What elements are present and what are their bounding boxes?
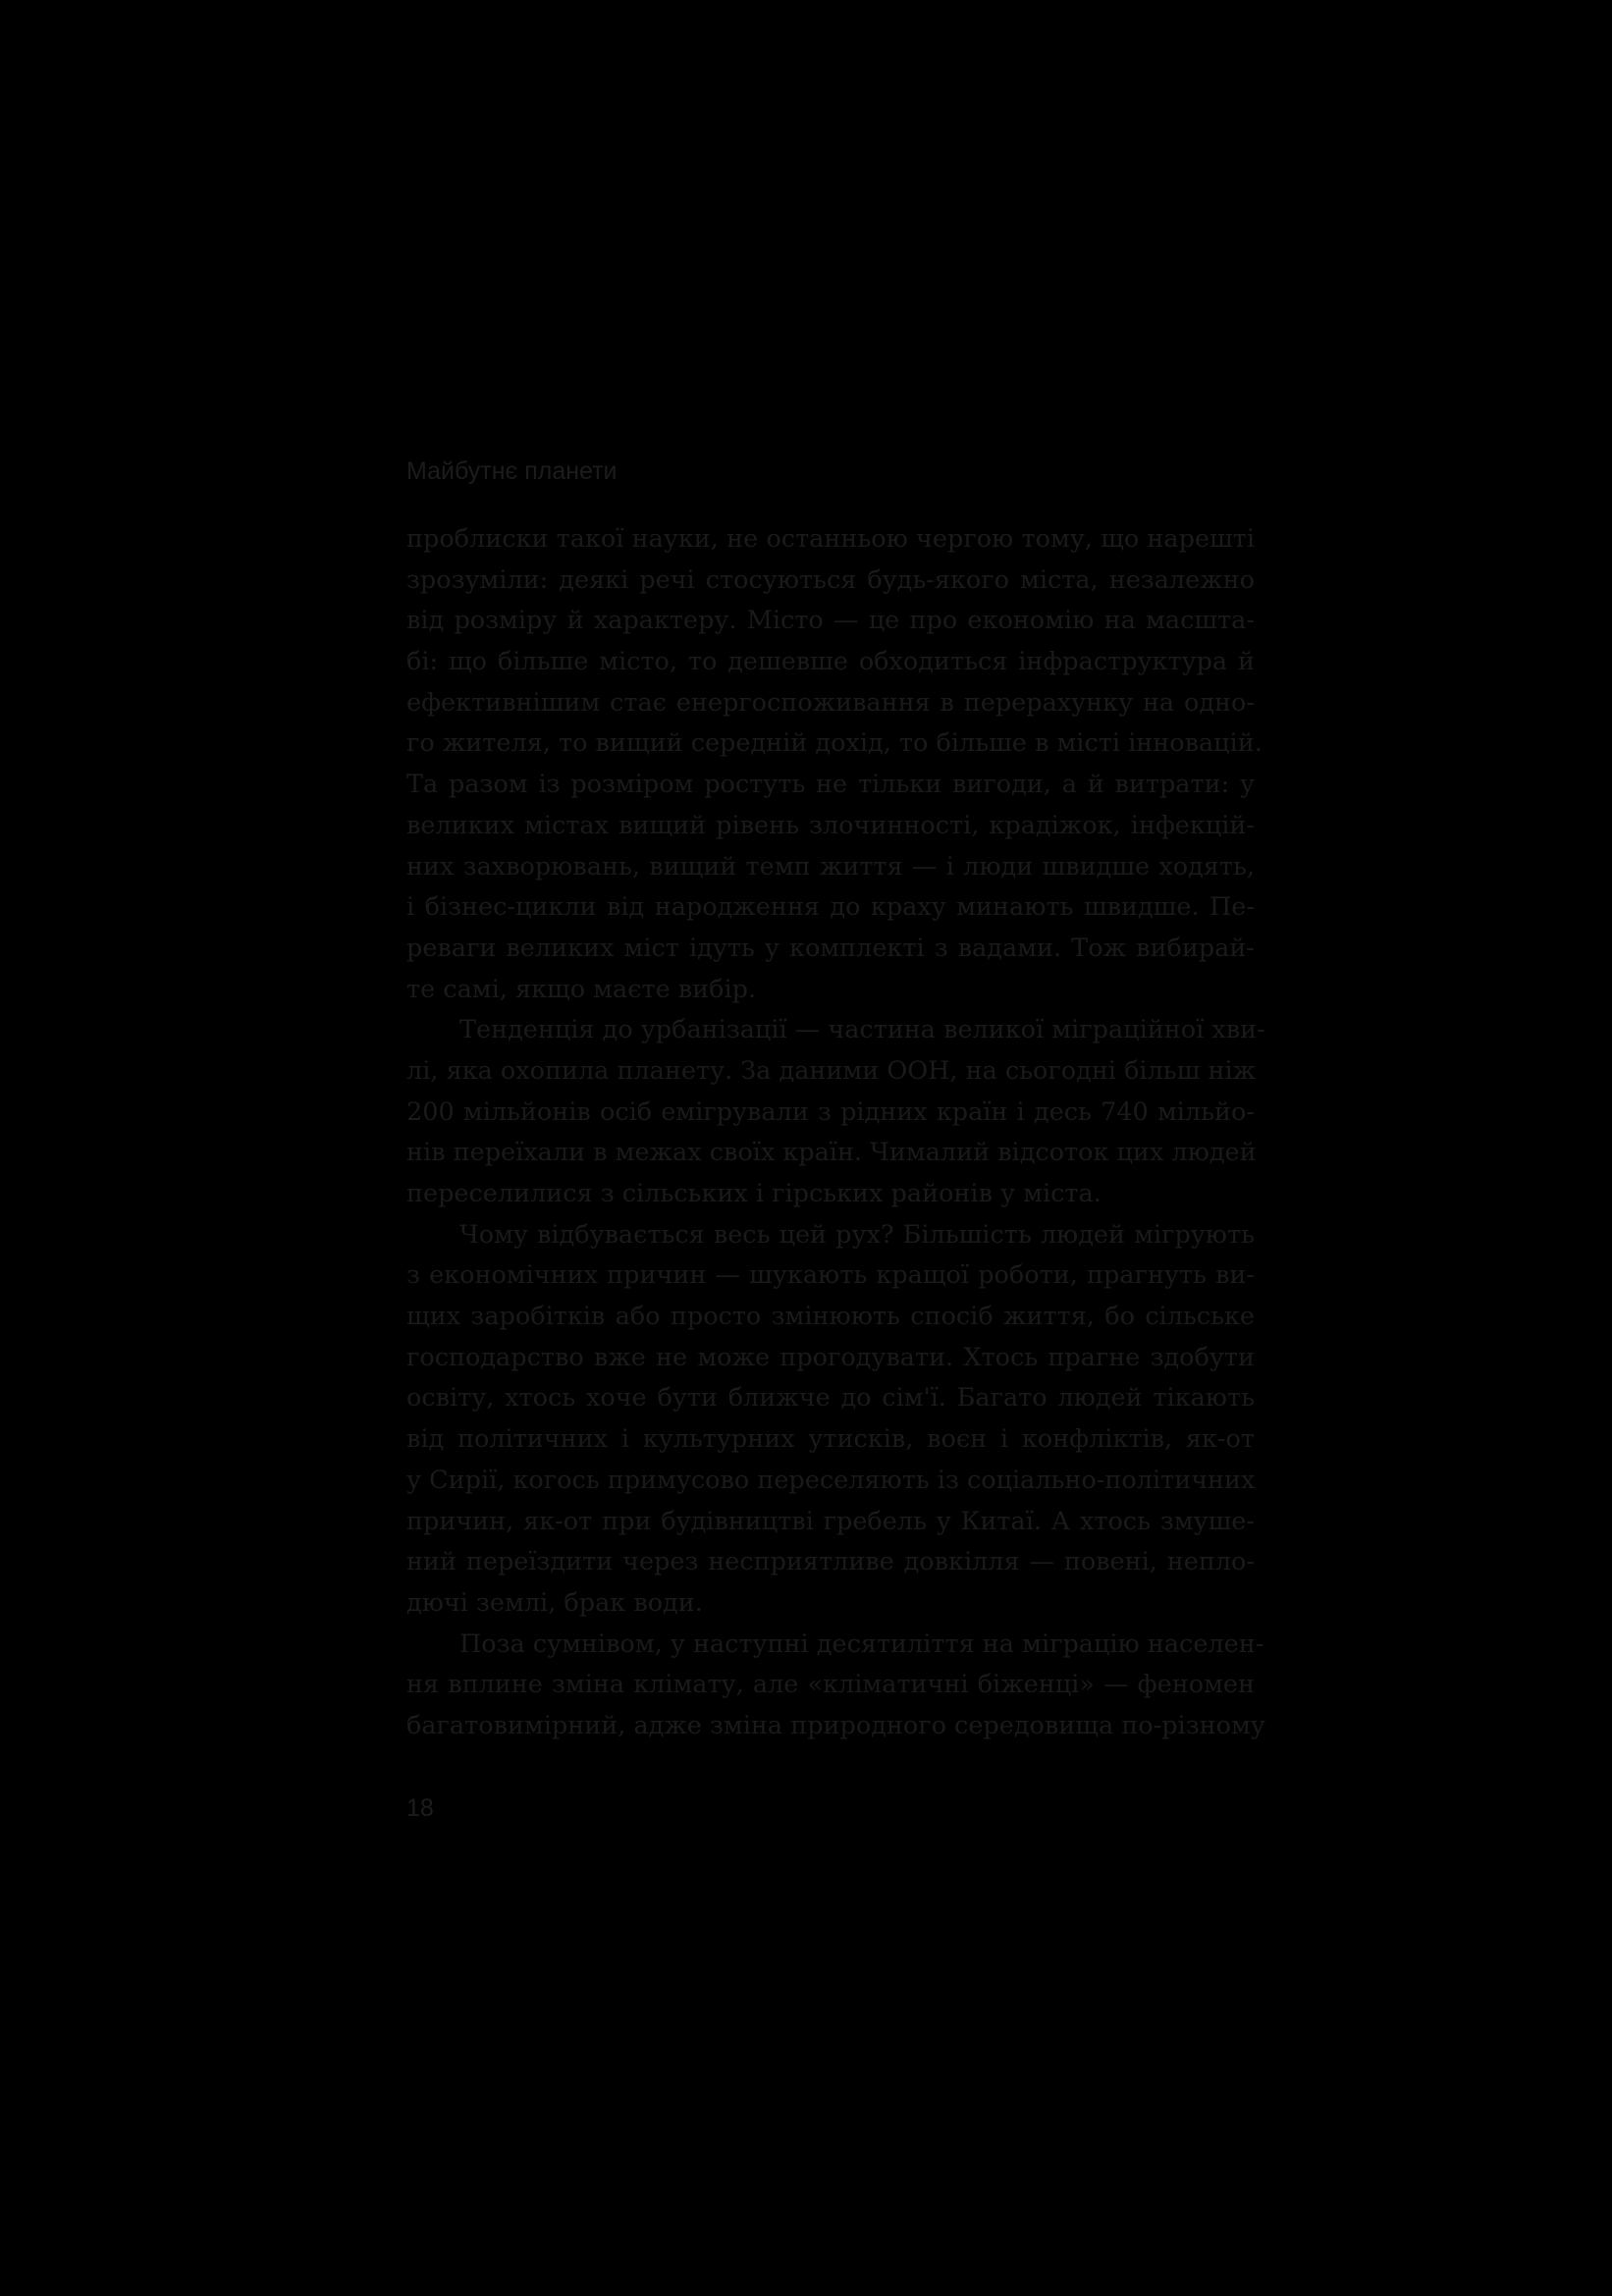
text-line: з економічних причин — шукають кращої роботи, прагнуть ви- xyxy=(406,1260,1255,1291)
text-line: них захворювань, вищий темп життя — і люди швидше ходять, xyxy=(406,851,1255,881)
text-line: від розміру й характеру. Місто — це про економію на масшта- xyxy=(406,606,1255,636)
text-line: бі: що більше місто, то дешевше обходиться інфраструктура й xyxy=(406,647,1255,677)
text-line: зрозуміли: деякі речі стосуються будь-якого міста, незалежно xyxy=(406,564,1255,595)
text-line: у Сирії, когось примусово переселяють із соціально-політичних xyxy=(406,1465,1256,1495)
text-line: причин, як-от при будівництві гребель у Китаї. А хтось змуше- xyxy=(406,1506,1255,1536)
text-line: дючі землі, брак води. xyxy=(406,1587,703,1618)
text-line: лі, яка охопила планету. За даними ООН, на сьогодні більш ніж xyxy=(406,1055,1257,1086)
text-line: ний переїздити через несприятливе довкілля — повені, непло- xyxy=(406,1547,1255,1577)
text-line: Та разом із розміром ростуть не тільки вигоди, а й витрати: у xyxy=(406,770,1255,800)
body-text xyxy=(406,519,1265,1747)
text-line: реваги великих міст ідуть у комплекті з вадами. Тож вибирай- xyxy=(406,933,1255,963)
text-line: від політичних і культурних утисків, воєн і конфліктів, як-от xyxy=(406,1424,1255,1455)
text-line: проблиски такої науки, не останньою чергою тому, що нарешті xyxy=(406,524,1255,554)
text-line: освіту, хтось хоче бути ближче до сім'ї. Багато людей тікають xyxy=(406,1383,1255,1414)
text-line: те самі, якщо маєте вибір. xyxy=(406,974,757,1004)
text-line: Тенденція до урбанізації — частина великої міграційної хви- xyxy=(459,1015,1265,1045)
text-line: го жителя, то вищий середній дохід, то більше в місті інновацій. xyxy=(406,728,1263,759)
text-line: великих містах вищий рівень злочинності, крадіжок, інфекцій- xyxy=(406,810,1255,840)
page-number: 18 xyxy=(406,1794,434,1822)
paragraph xyxy=(406,519,1263,1010)
text-line: щих заробітків або просто змінюють спосіб життя, бо сільське xyxy=(406,1302,1255,1332)
text-line: багатовимірний, адже зміна природного середовища по-різному xyxy=(406,1710,1265,1740)
text-line: нів переїхали в межах своїх країн. Чималий відсоток цих людей xyxy=(406,1138,1257,1168)
text-line: переселилися з сільських і гірських районів у міста. xyxy=(406,1179,1102,1208)
text-line: Чому відбувається весь цей рух? Більшість людей мігрують xyxy=(459,1219,1255,1250)
text-line: ефективнішим стає енергоспоживання в перерахунку на одно- xyxy=(406,687,1255,718)
text-line: ня вплине зміна клімату, але «кліматичні біженці» — феномен xyxy=(406,1670,1255,1700)
text-line: 200 мільйонів осіб емігрували з рідних країн і десь 740 мільйо- xyxy=(406,1096,1255,1127)
text-line: Поза сумнівом, у наступні десятиліття на міграцію населен- xyxy=(459,1629,1264,1659)
text-line: і бізнес-цикли від народження до краху минають швидше. Пе- xyxy=(406,892,1255,923)
running-header: Майбутнє планети xyxy=(406,457,618,485)
paragraph xyxy=(406,1215,1255,1625)
paragraph xyxy=(406,1625,1265,1747)
paragraph xyxy=(406,1010,1265,1214)
text-line: господарство вже не може прогодувати. Хтось прагне здобути xyxy=(406,1342,1255,1372)
